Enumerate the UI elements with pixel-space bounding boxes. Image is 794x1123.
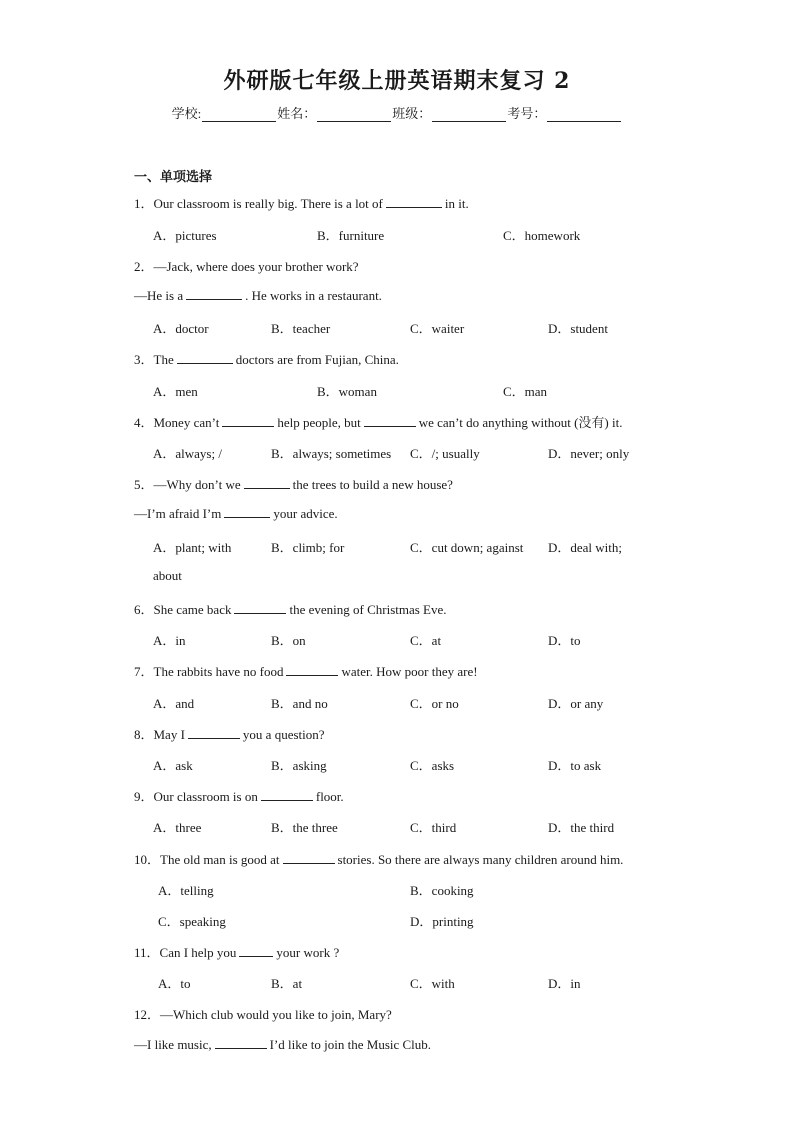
question-6-stem: 6．She came back the evening of Christmas Eve. xyxy=(134,602,447,617)
question-3-stem: 3．The doctors are from Fujian, China. xyxy=(134,352,399,367)
student-info-row xyxy=(0,103,794,122)
option[interactable]: A．doctor xyxy=(153,321,209,336)
option[interactable]: C．third xyxy=(410,820,457,835)
option[interactable]: A．and xyxy=(153,696,195,711)
option[interactable]: D．to ask xyxy=(548,758,602,773)
name-blank[interactable] xyxy=(317,108,391,122)
option[interactable]: C．cut down; against xyxy=(410,540,524,555)
option[interactable]: A．to xyxy=(158,976,191,991)
option[interactable]: B．and no xyxy=(271,696,328,711)
question-5-stem: 5．—Why don’t we the trees to build a new house? xyxy=(134,477,453,492)
answer-blank[interactable] xyxy=(188,726,240,739)
option[interactable]: D．in xyxy=(548,976,581,991)
option[interactable]: C．homework xyxy=(503,228,581,243)
option[interactable]: C．or no xyxy=(410,696,459,711)
option[interactable]: B．always; sometimes xyxy=(271,446,392,461)
option[interactable]: B．asking xyxy=(271,758,327,773)
option[interactable]: B．climb; for xyxy=(271,540,345,555)
answer-blank[interactable] xyxy=(386,195,442,208)
option[interactable]: A．plant; with xyxy=(153,540,232,555)
question-10-stem: 10．The old man is good at stories. So there are always many children around him. xyxy=(134,852,624,867)
question-2-stem: 2．—Jack, where does your brother work? xyxy=(134,259,359,274)
option[interactable]: B．at xyxy=(271,976,303,991)
option[interactable]: D．to xyxy=(548,633,581,648)
school-blank[interactable] xyxy=(202,108,276,122)
option[interactable]: C．with xyxy=(410,976,455,991)
option[interactable]: D．student xyxy=(548,321,608,336)
answer-blank[interactable] xyxy=(234,601,286,614)
number-blank[interactable] xyxy=(547,108,621,122)
option[interactable]: A．three xyxy=(153,820,202,835)
answer-blank[interactable] xyxy=(286,663,338,676)
option[interactable]: B．cooking xyxy=(410,883,474,898)
question-12-stem: 12．—Which club would you like to join, Mary? xyxy=(134,1007,392,1022)
school-label: 学校: xyxy=(171,106,202,121)
option[interactable]: D．deal with; xyxy=(548,540,623,555)
answer-blank[interactable] xyxy=(261,788,313,801)
option[interactable]: A．always; / xyxy=(153,446,222,461)
option[interactable]: A．ask xyxy=(153,758,193,773)
option[interactable]: C．speaking xyxy=(158,914,226,929)
answer-blank[interactable] xyxy=(215,1036,267,1049)
option[interactable]: C．waiter xyxy=(410,321,465,336)
answer-blank[interactable] xyxy=(244,476,290,489)
question-2-answer-line: —He is a . He works in a restaurant. xyxy=(134,288,382,303)
option[interactable]: C．asks xyxy=(410,758,455,773)
option[interactable]: A．pictures xyxy=(153,228,217,243)
question-7-stem: 7．The rabbits have no food water. How poor they are! xyxy=(134,664,478,679)
question-12-answer-line: —I like music, I’d like to join the Music Club. xyxy=(134,1037,432,1052)
option[interactable]: A．men xyxy=(153,384,198,399)
option[interactable]: B．furniture xyxy=(317,228,385,243)
option[interactable]: C．at xyxy=(410,633,442,648)
option[interactable]: D．or any xyxy=(548,696,604,711)
option-continuation: about xyxy=(153,568,182,583)
option[interactable]: B．woman xyxy=(317,384,377,399)
question-5-answer-line: —I’m afraid I’m your advice. xyxy=(134,506,338,521)
option[interactable]: B．on xyxy=(271,633,306,648)
section-title: 一、单项选择 xyxy=(134,170,213,185)
question-1-stem: 1．Our classroom is really big. There is a lot of in it. xyxy=(134,196,469,211)
answer-blank[interactable] xyxy=(224,505,270,518)
option[interactable]: D．never; only xyxy=(548,446,630,461)
answer-blank[interactable] xyxy=(222,414,274,427)
answer-blank[interactable] xyxy=(186,287,242,300)
option[interactable]: C．man xyxy=(503,384,548,399)
answer-blank[interactable] xyxy=(364,414,416,427)
option[interactable]: D．printing xyxy=(410,914,474,929)
class-label: 班级： xyxy=(392,106,432,121)
answer-blank[interactable] xyxy=(239,944,273,957)
answer-blank[interactable] xyxy=(283,851,335,864)
question-11-stem: 11．Can I help you your work ? xyxy=(134,945,340,960)
question-9-stem: 9．Our classroom is on floor. xyxy=(134,789,344,804)
option[interactable]: A．telling xyxy=(158,883,214,898)
page-title: 外研版七年级上册英语期末复习 2 xyxy=(223,68,571,94)
option[interactable]: B．the three xyxy=(271,820,338,835)
question-8-stem: 8．May I you a question? xyxy=(134,727,325,742)
class-blank[interactable] xyxy=(432,108,506,122)
option[interactable]: A．in xyxy=(153,633,186,648)
number-label: 考号： xyxy=(507,106,547,121)
answer-blank[interactable] xyxy=(177,351,233,364)
question-4-stem: 4．Money can’t help people, but we can’t do anything without (没有) it. xyxy=(134,415,623,430)
option[interactable]: D．the third xyxy=(548,820,615,835)
option[interactable]: B．teacher xyxy=(271,321,331,336)
option[interactable]: C．/; usually xyxy=(410,446,480,461)
name-label: 姓名： xyxy=(277,106,317,121)
